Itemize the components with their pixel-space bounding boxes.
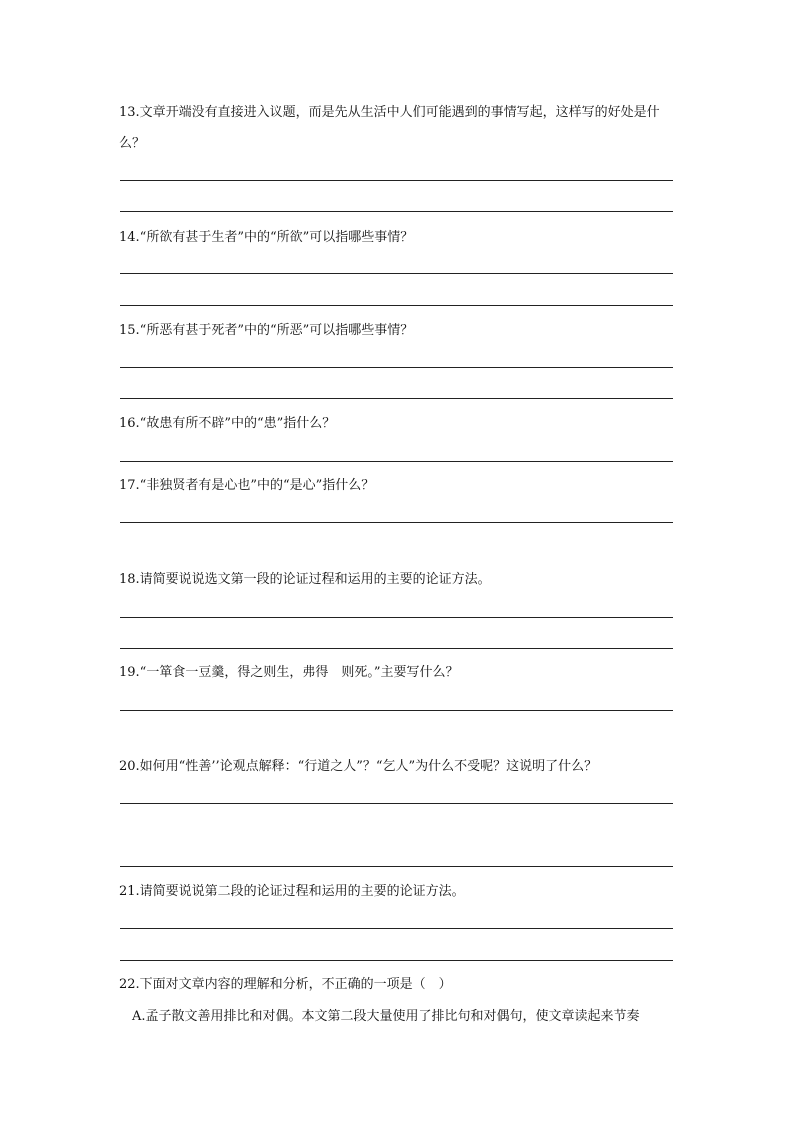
answer-line-13-1[interactable]: [120, 180, 673, 181]
answer-line-20-2[interactable]: [120, 866, 673, 867]
question-19: 19.“一箪食一豆羹，得之则生，弗得 则死。”主要写什么？: [119, 665, 459, 680]
question-13: 13.文章开端没有直接进入议题，而是先从生活中人们可能遇到的事情写起，这样写的好处是什么？: [119, 105, 660, 151]
answer-line-21-2[interactable]: [120, 960, 673, 961]
answer-line-18-2[interactable]: [120, 648, 673, 649]
answer-line-14-1[interactable]: [120, 273, 673, 274]
answer-line-15-2[interactable]: [120, 398, 673, 399]
question-17: 17.“非独贤者有是心也”中的“是心”指什么？: [119, 478, 375, 493]
answer-line-17-1[interactable]: [120, 522, 673, 523]
question-21: 21.请简要说说第二段的论证过程和运用的主要的论证方法。: [119, 884, 465, 899]
answer-line-15-1[interactable]: [120, 367, 673, 368]
question-16: 16.“故患有所不辟”中的“患”指什么？: [119, 416, 336, 431]
question-14: 14.“所欲有甚于生者”中的“所欲”可以指哪些事情？: [119, 230, 414, 245]
answer-line-14-2[interactable]: [120, 305, 673, 306]
answer-line-16-1[interactable]: [120, 461, 673, 462]
answer-line-13-2[interactable]: [120, 211, 673, 212]
answer-line-21-1[interactable]: [120, 928, 673, 929]
option-a[interactable]: A.孟子散文善用排比和对偶。本文第二段大量使用了排比句和对偶句，使文章读起来节奏: [132, 1009, 640, 1024]
question-22: 22.下面对文章内容的理解和分析，不正确的一项是（ ）: [119, 977, 452, 992]
answer-line-18-1[interactable]: [120, 617, 673, 618]
question-20: 20.如何用“性善’’论观点解释：“行道之人”？“乞人”为什么不受呢？这说明了什么？: [119, 759, 598, 774]
answer-line-20-1[interactable]: [120, 803, 673, 804]
answer-line-19-1[interactable]: [120, 710, 673, 711]
question-18: 18.请简要说说选文第一段的论证过程和运用的主要的论证方法。: [119, 572, 491, 587]
question-15: 15.“所恶有甚于死者”中的“所恶”可以指哪些事情？: [119, 323, 414, 338]
